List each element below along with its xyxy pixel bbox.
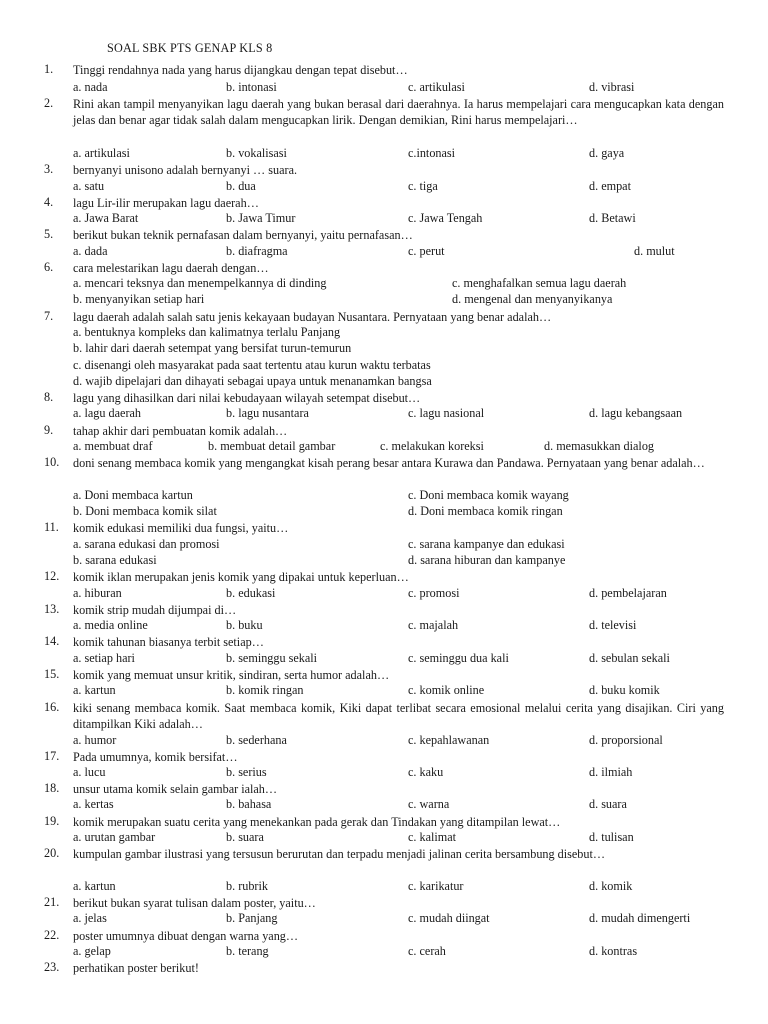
question-text: lagu Lir-ilir merupakan lagu daerah… — [73, 196, 259, 210]
answer-option-a: a. media online — [73, 618, 148, 632]
question-number: 23. — [44, 960, 60, 974]
answer-option-b: b. intonasi — [226, 80, 277, 94]
answer-option-c: c.intonasi — [408, 146, 456, 160]
answer-option-b: c. sarana kampanye dan edukasi — [408, 537, 565, 551]
answer-option-b: b. lagu nusantara — [226, 406, 309, 420]
answer-option-a: a. gelap — [73, 944, 111, 958]
question-text: tahap akhir dari pembuatan komik adalah… — [73, 424, 288, 438]
question-number: 4. — [44, 195, 54, 209]
question-number: 18. — [44, 781, 60, 795]
answer-option-a: a. membuat draf — [73, 439, 153, 453]
answer-option-a: a. jelas — [73, 911, 107, 925]
answer-option-c: c. seminggu dua kali — [408, 651, 509, 665]
answer-option-b: b. seminggu sekali — [226, 651, 318, 665]
answer-option-d: d. sebulan sekali — [589, 651, 670, 665]
question-text: komik edukasi memiliki dua fungsi, yaitu… — [73, 521, 289, 535]
answer-option-d: d. lagu kebangsaan — [589, 406, 683, 420]
question-text: unsur utama komik selain gambar ialah… — [73, 782, 278, 796]
answer-option-b: b. bahasa — [226, 797, 272, 811]
question-number: 10. — [44, 455, 60, 469]
question-text: komik yang memuat unsur kritik, sindiran, serta humor adalah… — [73, 668, 390, 682]
question-text: Pada umumnya, komik bersifat… — [73, 750, 238, 764]
answer-option-d: d. Doni membaca komik ringan — [408, 504, 563, 518]
answer-option-d: d. Betawi — [589, 211, 636, 225]
answer-option-d: d. mengenal dan menyanyikanya — [452, 292, 613, 306]
question-text: doni senang membaca komik yang mengangkat kisah perang besar antara Kurawa dan Pandawa. Pernyataan yang benar adalah… — [73, 456, 705, 470]
answer-option-c: c. disenangi oleh masyarakat pada saat tertentu atau kurun waktu terbatas — [73, 358, 431, 372]
question-number: 12. — [44, 569, 60, 583]
answer-option-c: c. lagu nasional — [408, 406, 485, 420]
answer-option-d: d. televisi — [589, 618, 637, 632]
question-text: komik merupakan suatu cerita yang menekankan pada gerak dan Tindakan yang ditampilan lewat… — [73, 815, 561, 829]
question-number: 20. — [44, 846, 60, 860]
question-number: 11. — [44, 520, 59, 534]
question-text: bernyanyi unisono adalah bernyanyi … suara. — [73, 163, 298, 177]
answer-option-b: b. sederhana — [226, 733, 287, 747]
question-text: lagu yang dihasilkan dari nilai kebudayaan wilayah setempat disebut… — [73, 391, 421, 405]
answer-option-b: b. dua — [226, 179, 256, 193]
document-title: SOAL SBK PTS GENAP KLS 8 — [107, 41, 273, 55]
answer-option-d: d. suara — [589, 797, 627, 811]
answer-option-a: a. kartun — [73, 683, 116, 697]
answer-option-b: b. vokalisasi — [226, 146, 287, 160]
answer-option-a: a. lagu daerah — [73, 406, 142, 420]
question-number: 1. — [44, 62, 54, 76]
answer-option-a: a. kartun — [73, 879, 116, 893]
question-text: perhatikan poster berikut! — [73, 961, 199, 975]
question-number: 13. — [44, 602, 60, 616]
answer-option-c: c. artikulasi — [408, 80, 465, 94]
question-number: 15. — [44, 667, 60, 681]
answer-option-a: a. lucu — [73, 765, 106, 779]
answer-option-b: b. membuat detail gambar — [208, 439, 336, 453]
answer-option-a: a. urutan gambar — [73, 830, 156, 844]
question-number: 5. — [44, 227, 54, 241]
answer-option-b: c. Doni membaca komik wayang — [408, 488, 569, 502]
question-text: poster umumnya dibuat dengan warna yang… — [73, 929, 299, 943]
answer-option-b: b. komik ringan — [226, 683, 304, 697]
answer-option-a: a. humor — [73, 733, 117, 747]
answer-option-c: c. majalah — [408, 618, 459, 632]
answer-option-d: d. komik — [589, 879, 633, 893]
question-text: komik strip mudah dijumpai di… — [73, 603, 237, 617]
answer-option-b: b. Panjang — [226, 911, 278, 925]
answer-option-d: d. sarana hiburan dan kampanye — [408, 553, 566, 567]
question-number: 17. — [44, 749, 60, 763]
answer-option-d: d. ilmiah — [589, 765, 633, 779]
answer-option-a: a. dada — [73, 244, 108, 258]
question-number: 7. — [44, 309, 54, 323]
answer-option-b: b. serius — [226, 765, 267, 779]
answer-option-c: c. perut — [408, 244, 445, 258]
answer-option-d: d. buku komik — [589, 683, 660, 697]
question-number: 2. — [44, 96, 54, 110]
answer-option-b: b. Jawa Timur — [226, 211, 296, 225]
answer-option-c: c. Jawa Tengah — [408, 211, 483, 225]
answer-option-d: d. wajib dipelajari dan dihayati sebagai upaya untuk menanamkan bangsa — [73, 374, 432, 388]
question-text: komik iklan merupakan jenis komik yang dipakai untuk keperluan… — [73, 570, 409, 584]
answer-option-c: c. promosi — [408, 586, 460, 600]
answer-option-a: a. kertas — [73, 797, 114, 811]
answer-option-a: a. hiburan — [73, 586, 122, 600]
question-number: 21. — [44, 895, 60, 909]
answer-option-c: b. Doni membaca komik silat — [73, 504, 217, 518]
question-number: 14. — [44, 634, 60, 648]
answer-option-c: b. menyanyikan setiap hari — [73, 292, 205, 306]
answer-option-c: c. kaku — [408, 765, 444, 779]
question-text: kiki senang membaca komik. Saat membaca komik, Kiki dapat terlibat secara emosional melalui cerita yang disajikan. Ciri yang ditampilkan Kiki adalah… — [73, 701, 724, 732]
answer-option-a: a. sarana edukasi dan promosi — [73, 537, 220, 551]
answer-option-b: b. diafragma — [226, 244, 288, 258]
answer-option-d: d. kontras — [589, 944, 638, 958]
answer-option-c: c. melakukan koreksi — [380, 439, 484, 453]
answer-option-c: c. mudah diingat — [408, 911, 490, 925]
answer-option-d: d. mudah dimengerti — [589, 911, 691, 925]
answer-option-c: c. karikatur — [408, 879, 464, 893]
question-number: 9. — [44, 423, 54, 437]
question-number: 3. — [44, 162, 54, 176]
answer-option-d: d. empat — [589, 179, 631, 193]
answer-option-d: d. mulut — [634, 244, 675, 258]
question-number: 8. — [44, 390, 54, 404]
answer-option-d: d. proporsional — [589, 733, 663, 747]
answer-option-a: a. artikulasi — [73, 146, 130, 160]
answer-option-b: b. suara — [226, 830, 264, 844]
question-text: kumpulan gambar ilustrasi yang tersusun berurutan dan terpadu menjadi jalinan cerita bersambung disebut… — [73, 847, 606, 861]
answer-option-d: d. tulisan — [589, 830, 634, 844]
question-number: 16. — [44, 700, 60, 714]
question-text: Tinggi rendahnya nada yang harus dijangkau dengan tepat disebut… — [73, 63, 408, 77]
answer-option-b: b. lahir dari daerah setempat yang bersifat turun-temurun — [73, 341, 352, 355]
answer-option-c: c. kalimat — [408, 830, 457, 844]
question-text: cara melestarikan lagu daerah dengan… — [73, 261, 269, 275]
answer-option-a: a. bentuknya kompleks dan kalimatnya terlalu Panjang — [73, 325, 341, 339]
answer-option-c: c. kepahlawanan — [408, 733, 490, 747]
answer-option-b: b. edukasi — [226, 586, 276, 600]
answer-option-b: c. menghafalkan semua lagu daerah — [452, 276, 627, 290]
question-text: komik tahunan biasanya terbit setiap… — [73, 635, 264, 649]
answer-option-c: b. sarana edukasi — [73, 553, 157, 567]
answer-option-c: c. warna — [408, 797, 450, 811]
answer-option-a: a. nada — [73, 80, 108, 94]
question-text: berikut bukan teknik pernafasan dalam bernyanyi, yaitu pernafasan… — [73, 228, 413, 242]
answer-option-d: d. memasukkan dialog — [544, 439, 655, 453]
answer-option-b: b. terang — [226, 944, 269, 958]
answer-option-a: a. mencari teksnya dan menempelkannya di dinding — [73, 276, 327, 290]
answer-option-c: c. komik online — [408, 683, 485, 697]
question-number: 19. — [44, 814, 60, 828]
answer-option-b: b. rubrik — [226, 879, 268, 893]
question-number: 22. — [44, 928, 60, 942]
answer-option-a: a. Jawa Barat — [73, 211, 139, 225]
answer-option-a: a. Doni membaca kartun — [73, 488, 193, 502]
answer-option-c: c. tiga — [408, 179, 438, 193]
answer-option-c: c. cerah — [408, 944, 446, 958]
answer-option-a: a. satu — [73, 179, 105, 193]
answer-option-d: d. gaya — [589, 146, 625, 160]
answer-option-d: d. pembelajaran — [589, 586, 667, 600]
answer-option-b: b. buku — [226, 618, 263, 632]
question-text: berikut bukan syarat tulisan dalam poster, yaitu… — [73, 896, 316, 910]
question-number: 6. — [44, 260, 54, 274]
answer-option-a: a. setiap hari — [73, 651, 135, 665]
question-text: Rini akan tampil menyanyikan lagu daerah yang bukan berasal dari daerahnya. Ia harus mempelajari cara mengucapkan kata dengan jelas dan benar agar tidak salah dalam mengucapkan lirik. Dengan demikian, Rini harus mempelajari… — [73, 97, 724, 128]
question-text: lagu daerah adalah salah satu jenis kekayaan budayan Nusantara. Pernyataan yang benar adalah… — [73, 310, 552, 324]
answer-option-d: d. vibrasi — [589, 80, 635, 94]
